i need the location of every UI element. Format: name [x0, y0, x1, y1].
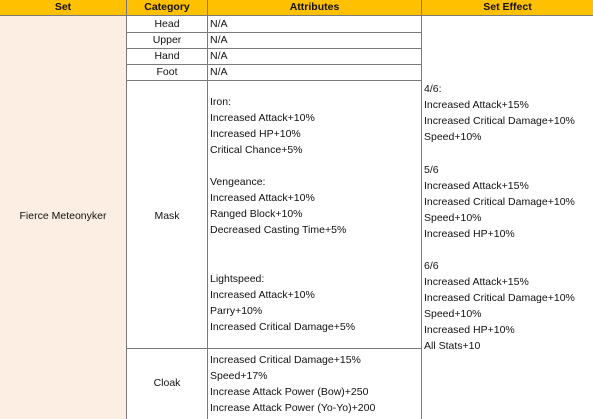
- set-effect-line: Increased Attack+15%: [424, 99, 529, 111]
- mask-vengeance-line: Increased Attack+10%: [210, 192, 315, 204]
- grid-line: [127, 48, 421, 49]
- set-effect-line: All Stats+10: [424, 340, 481, 352]
- set-effect-tier: 6/6: [424, 260, 439, 272]
- attr-hand: N/A: [210, 50, 228, 62]
- set-effect-tier: 4/6:: [424, 83, 442, 95]
- mask-vengeance-title: Vengeance:: [210, 176, 266, 188]
- grid-line: [127, 64, 421, 65]
- set-effect-6of6: [424, 258, 575, 354]
- set-effect-tier: 5/6: [424, 164, 439, 176]
- set-effect-line: Increased Critical Damage+10%: [424, 196, 575, 208]
- set-effect-4of6: [424, 81, 575, 145]
- set-name: Fierce Meteonyker: [19, 210, 107, 222]
- grid-line: [127, 32, 421, 33]
- attr-head: N/A: [210, 18, 228, 30]
- grid-line: [127, 348, 421, 349]
- cloak-line: Speed+17%: [210, 370, 268, 382]
- cloak-line: Increase Attack Power (Bow)+250: [210, 386, 369, 398]
- header-set-effect-label: Set Effect: [483, 1, 532, 13]
- mask-lightspeed: [210, 271, 355, 335]
- set-effect-5of6: [424, 162, 575, 242]
- mask-lightspeed-line: Parry+10%: [210, 305, 263, 317]
- set-effect-line: Increased Critical Damage+10%: [424, 292, 575, 304]
- mask-lightspeed-line: Increased Critical Damage+5%: [210, 321, 356, 333]
- mask-iron-line: Increased Attack+10%: [210, 112, 315, 124]
- attr-foot: N/A: [210, 66, 228, 78]
- category-mask: Mask: [154, 210, 180, 222]
- set-effect-line: Increased HP+10%: [424, 324, 515, 336]
- set-effect-line: Increased HP+10%: [424, 228, 515, 240]
- grid-line: [0, 15, 593, 16]
- mask-vengeance-line: Decreased Casting Time+5%: [210, 224, 347, 236]
- mask-vengeance-line: Ranged Block+10%: [210, 208, 303, 220]
- category-cloak: Cloak: [153, 377, 181, 389]
- cloak-line: Increase Attack Power (Yo-Yo)+200: [210, 402, 376, 414]
- grid-line: [127, 80, 421, 81]
- header-attributes-label: Attributes: [289, 1, 340, 13]
- grid-line: [421, 0, 422, 419]
- category-foot: Foot: [156, 66, 178, 78]
- mask-lightspeed-line: Increased Attack+10%: [210, 289, 315, 301]
- cloak-line: Increased Critical Damage+15%: [210, 354, 361, 366]
- mask-vengeance: [210, 174, 346, 238]
- set-effect-line: Increased Attack+15%: [424, 276, 529, 288]
- set-effect-line: Speed+10%: [424, 308, 482, 320]
- set-effect-line: Increased Critical Damage+10%: [424, 115, 575, 127]
- grid-line: [207, 0, 208, 419]
- attr-upper: N/A: [210, 34, 228, 46]
- mask-iron-line: Increased HP+10%: [210, 128, 301, 140]
- header-category: [127, 0, 207, 15]
- header-set-effect: [422, 0, 593, 15]
- header-set: [0, 0, 126, 15]
- set-effect-line: Speed+10%: [424, 212, 482, 224]
- mask-iron: [210, 94, 315, 158]
- category-upper: Upper: [152, 34, 182, 46]
- mask-iron-title: Iron:: [210, 96, 232, 108]
- grid-line: [126, 0, 127, 419]
- mask-iron-line: Critical Chance+5%: [210, 144, 303, 156]
- set-effect-line: Increased Attack+15%: [424, 180, 529, 192]
- set-effect-line: Speed+10%: [424, 131, 482, 143]
- header-category-label: Category: [144, 1, 190, 13]
- cloak-attributes: [210, 352, 375, 416]
- mask-lightspeed-title: Lightspeed:: [210, 273, 265, 285]
- header-set-label: Set: [54, 1, 72, 13]
- header-attributes: [208, 0, 421, 15]
- category-head: Head: [154, 18, 180, 30]
- category-hand: Hand: [154, 50, 180, 62]
